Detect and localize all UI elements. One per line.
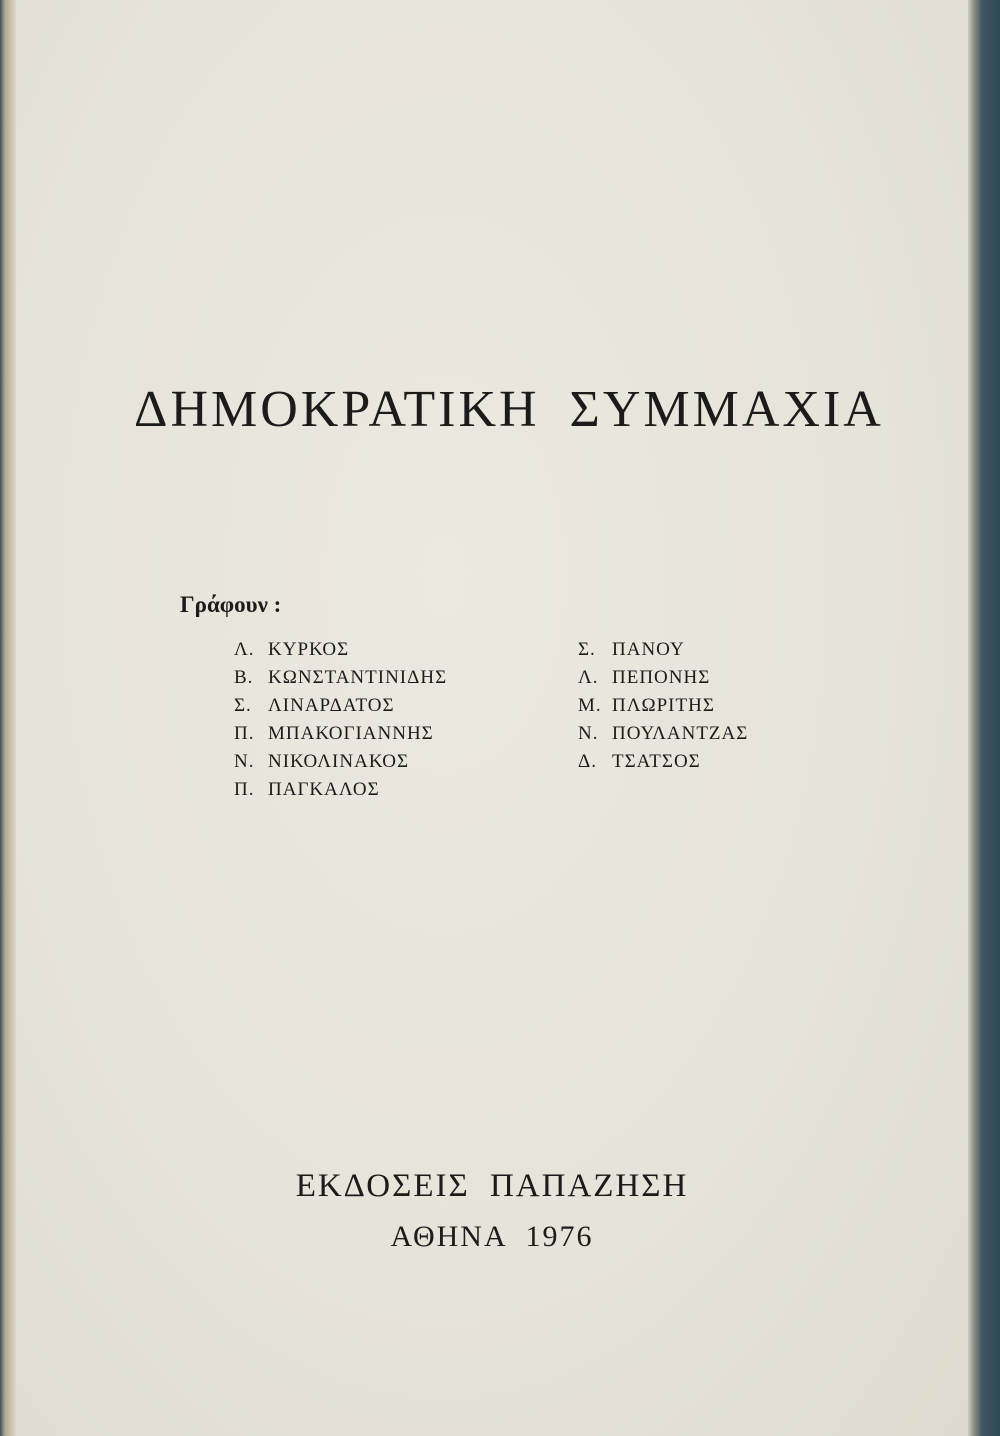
author-initial: Σ. [578, 639, 596, 660]
publication-place-year: ΑΘΗΝΑ 1976 [390, 1220, 594, 1253]
author-initial: Ν. [578, 723, 599, 744]
author-initial: Π. [234, 723, 255, 744]
authors-list-right [578, 636, 748, 776]
author-surname: ΠΟΥΛΑΝΤΖΑΣ [612, 723, 749, 744]
author-item [234, 636, 447, 664]
author-item [578, 748, 748, 776]
author-initial: Β. [234, 667, 254, 688]
author-item [234, 664, 447, 692]
left-binding-edge [0, 0, 16, 1436]
author-item [234, 720, 447, 748]
author-surname: ΠΑΓΚΑΛΟΣ [268, 779, 380, 800]
title-page [16, 0, 968, 1436]
authors-label: Γράφουν : [180, 592, 282, 617]
author-initial: Σ. [234, 695, 252, 716]
author-surname: ΤΣΑΤΣΟΣ [612, 751, 701, 772]
author-initial: Δ. [578, 751, 597, 772]
author-initial: Π. [234, 779, 255, 800]
author-item [578, 720, 748, 748]
author-item [234, 692, 447, 720]
book-title: ΔΗΜΟΚΡΑΤΙΚΗ ΣΥΜΜΑΧΙΑ [134, 381, 884, 438]
author-surname: ΠΑΝΟΥ [612, 639, 685, 660]
author-initial: Λ. [234, 639, 255, 660]
author-surname: ΚΥΡΚΟΣ [268, 639, 350, 660]
author-initial: Μ. [578, 695, 602, 716]
author-item [234, 776, 447, 804]
publisher-name: ΕΚΔΟΣΕΙΣ ΠΑΠΑΖΗΣΗ [295, 1168, 689, 1204]
right-background-edge [968, 0, 1000, 1436]
author-item [578, 692, 748, 720]
author-initial: Ν. [234, 751, 255, 772]
author-surname: ΠΛΩΡΙΤΗΣ [612, 695, 715, 716]
author-surname: ΝΙΚΟΛΙΝΑΚΟΣ [268, 751, 410, 772]
author-surname: ΚΩΝΣΤΑΝΤΙΝΙΔΗΣ [268, 667, 448, 688]
author-surname: ΛΙΝΑΡΔΑΤΟΣ [268, 695, 395, 716]
author-item [578, 636, 748, 664]
author-initial: Λ. [578, 667, 599, 688]
authors-list-left [234, 636, 447, 804]
author-surname: ΠΕΠΟΝΗΣ [612, 667, 711, 688]
author-item [578, 664, 748, 692]
author-item [234, 748, 447, 776]
author-surname: ΜΠΑΚΟΓΙΑΝΝΗΣ [268, 723, 434, 744]
